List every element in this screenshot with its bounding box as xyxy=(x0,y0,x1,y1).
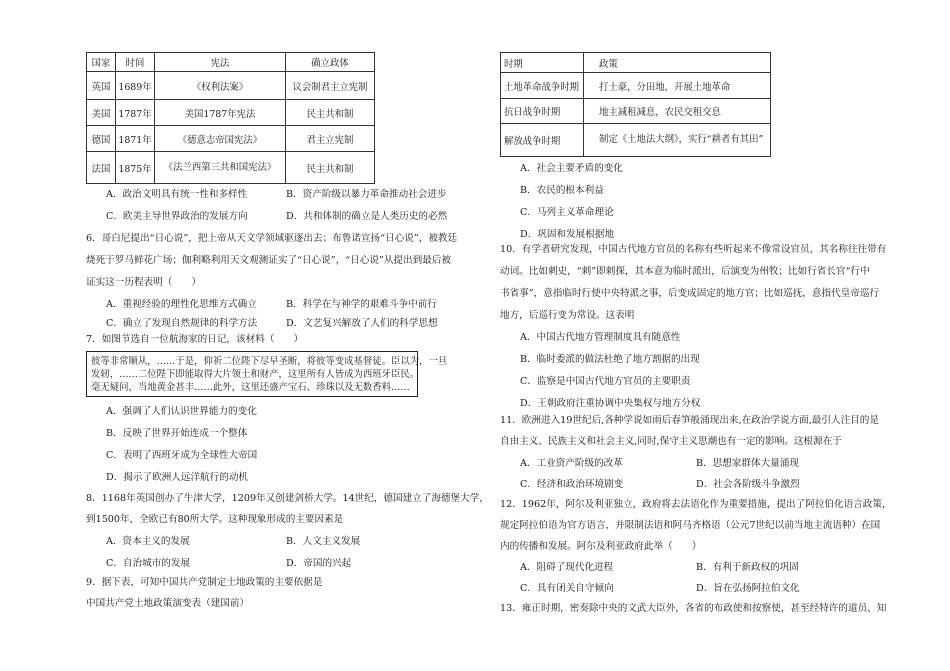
q12-stem-line: 12．1962年，阿尔及利亚独立，政府将去法语化作为重要措施，提出了阿拉伯化语言政策， xyxy=(500,499,892,510)
q10-option-c: C．监察是中国古代地方官员的主要职责 xyxy=(520,376,691,387)
table-cell: 《德意志帝国宪法》 xyxy=(155,126,286,152)
table-cell: 民主共和制 xyxy=(286,100,375,126)
q10-stem-line: 10．有学者研究发现，中国古代地方官员的名称有些听起来不像常设官员，其名称往往带有 xyxy=(500,244,887,255)
q9-table-caption: 中国共产党土地政策演变表（建国前） xyxy=(86,598,250,609)
table-cell: 议会制君主立宪制 xyxy=(286,72,375,100)
quote-line: 毫无疑问，当地黄金甚丰……此外，这里还盛产宝石、珍珠以及无数香料…… xyxy=(91,382,410,393)
q10-option-d: D．王朝政府注重协调中央集权与地方分权 xyxy=(520,398,701,409)
quote-line: 发轫，……二位陛下即能取得大片领土和财产，这里所有人皆成为西班牙臣民。 xyxy=(91,369,420,380)
q13-stem-line: 13．雍正时期，密奏除中央的文武大臣外，各省的布政使和按察使，甚至经特许的道员、知 xyxy=(500,603,887,614)
q11-stem-line: 自由主义、民族主义和社会主义,同时,保守主义思潮也有一定的影响。这根源在于 xyxy=(500,436,842,447)
table-header-cell: 国家 xyxy=(87,53,116,72)
q6-stem-line: 证实这一历程表明（ ） xyxy=(86,277,202,288)
table-cell: 英国 xyxy=(87,72,116,100)
diary-quote-box xyxy=(86,351,448,397)
table-row xyxy=(87,126,375,152)
table-cell: 美国 xyxy=(87,100,116,126)
q8-option-b: B．人文主义发展 xyxy=(286,536,361,547)
q8-option-a: A．资本主义的发展 xyxy=(106,536,190,547)
table-header-cell: 时间 xyxy=(116,53,155,72)
table-row xyxy=(87,72,375,100)
table-cell: 制定《土地法大纲》，实行“耕者有其田” xyxy=(584,124,771,157)
table-cell: 法国 xyxy=(87,152,116,184)
table-row xyxy=(501,73,771,99)
q11-option-d: D．社会各阶级斗争激烈 xyxy=(696,479,800,490)
table-header-cell: 宪法 xyxy=(155,53,286,72)
q8-stem-line: 8．1168年英国创办了牛津大学，1209年又创建剑桥大学。14世纪，德国建立了海德堡大学， xyxy=(86,493,489,504)
q11-stem-line: 11．欧洲进入19世纪后,各种学说如雨后春笋般涌现出来,在政治学说方面,最引人注目的是 xyxy=(500,415,879,426)
q12-stem-line: 规定阿拉伯语为官方语言，并限制法语和阿马齐格语（公元7世纪以前当地主流语种）在国 xyxy=(500,520,881,531)
table-cell: 打土豪，分田地，开展土地革命 xyxy=(584,73,771,99)
q5-option-d: D．共和体制的确立是人类历史的必然 xyxy=(286,211,448,222)
table-cell: 抗日战争时期 xyxy=(501,99,584,124)
q10-stem-line: 书省事”，意指临时行使中央特派之事，后变成固定的地方官；比如巡抚，意指代皇帝巡行 xyxy=(500,288,880,299)
q5-option-c: C．欧美主导世界政治的发展方向 xyxy=(106,211,248,222)
q6-option-b: B．科学在与神学的艰难斗争中前行 xyxy=(286,299,437,310)
q11-option-a: A．工业资产阶级的改革 xyxy=(520,458,623,469)
table-header-row xyxy=(501,53,771,73)
q7-option-d: D．揭示了欧洲人远洋航行的动机 xyxy=(106,472,249,483)
q9-stem: 9．据下表，可知中国共产党制定土地政策的主要依据是 xyxy=(86,577,323,588)
q10-stem-line: 地方，后巡行变为常设。这表明 xyxy=(500,310,635,321)
q8-stem-line: 到1500年，全欧已有80所大学。这种现象形成的主要因素是 xyxy=(86,514,344,525)
table-cell: 1787年 xyxy=(116,100,155,126)
q10-option-a: A．中国古代地方管理制度具有随意性 xyxy=(520,332,681,343)
q12-option-d: D．旨在弘扬阿拉伯文化 xyxy=(696,583,800,594)
q5-option-b: B．资产阶级以暴力革命推动社会进步 xyxy=(286,189,447,200)
q9-option-b: B．农民的根本利益 xyxy=(520,185,604,196)
table-cell: 美国1787年宪法 xyxy=(155,100,286,126)
table-cell: 解放战争时期 xyxy=(501,124,584,157)
table-row xyxy=(87,152,375,184)
q6-option-a: A．重视经验的理性化思维方式确立 xyxy=(106,299,257,310)
table-row xyxy=(87,100,375,126)
q11-option-c: C．经济和政治环境剧变 xyxy=(520,479,624,490)
q6-stem-line: 6．哥白尼提出“日心说”，把上帝从天文学领域驱逐出去；布鲁诺宣扬“日心说”，被教廷 xyxy=(86,233,458,244)
q9-option-c: C．马列主义革命理论 xyxy=(520,207,614,218)
q12-stem-line: 内的传播和发展。阿尔及利亚政府此举（ ） xyxy=(500,541,702,552)
q12-option-b: B．有利于新政权的巩固 xyxy=(696,562,799,573)
q10-option-b: B．临时委派的做法杜绝了地方割据的出现 xyxy=(520,354,700,365)
q9-option-a: A．社会主要矛盾的变化 xyxy=(520,163,623,174)
table-cell: 《法兰西第三共和国宪法》 xyxy=(155,152,286,184)
table-cell: 1871年 xyxy=(116,126,155,152)
q12-option-c: C．具有闭关自守倾向 xyxy=(520,583,614,594)
q7-option-c: C．表明了西班牙成为全球性大帝国 xyxy=(106,450,258,461)
land-policy-table xyxy=(500,52,771,157)
q5-option-a: A．政治文明具有统一性和多样性 xyxy=(106,189,248,200)
q6-option-d: D．文艺复兴解放了人们的科学思想 xyxy=(286,318,438,329)
table-row xyxy=(501,124,771,157)
table-cell: 1689年 xyxy=(116,72,155,100)
q12-option-a: A．阻碍了现代化进程 xyxy=(520,562,614,573)
q9-option-d: D．巩固和发展根据地 xyxy=(520,229,615,240)
constitution-table xyxy=(86,52,375,184)
q7-stem: 7．如图节选自一位航海家的日记，该材料（ ） xyxy=(86,334,304,345)
q11-option-b: B．思想家群体大量涌现 xyxy=(696,458,799,469)
q7-option-a: A．强调了人们认识世界能力的变化 xyxy=(106,406,257,417)
q8-option-c: C．自治城市的发展 xyxy=(106,558,191,569)
table-cell: 《权利法案》 xyxy=(155,72,286,100)
table-row xyxy=(501,99,771,124)
quote-line: 彼等非常顺从，……于是，仰祈二位陛下尽早圣断，将彼等变成基督徒。臣以为，一旦 xyxy=(91,356,448,367)
table-header-cell: 确立政体 xyxy=(286,53,375,72)
q10-stem-line: 动词。比如刺史，“刺”即刺探，其本意为临时派出，后演变为州牧；比如行省长官“行中 xyxy=(500,266,870,277)
q8-option-d: D．帝国的兴起 xyxy=(286,558,352,569)
table-header-cell: 政策 xyxy=(584,53,771,73)
q6-option-c: C．确立了发现自然规律的科学方法 xyxy=(106,318,258,329)
table-header-cell: 时期 xyxy=(501,53,584,73)
table-cell: 德国 xyxy=(87,126,116,152)
table-cell: 地主减租减息，农民交租交息 xyxy=(584,99,771,124)
table-cell: 1875年 xyxy=(116,152,155,184)
q7-option-b: B．反映了世界开始连成一个整体 xyxy=(106,428,248,439)
table-cell: 土地革命战争时期 xyxy=(501,73,584,99)
q6-stem-line: 烧死于罗马鲜花广场；伽利略利用天文观测证实了“日心说”，“日心说”从提出到最后被 xyxy=(86,255,451,266)
table-cell: 民主共和制 xyxy=(286,152,375,184)
table-header-row xyxy=(87,53,375,72)
table-cell: 君主立宪制 xyxy=(286,126,375,152)
